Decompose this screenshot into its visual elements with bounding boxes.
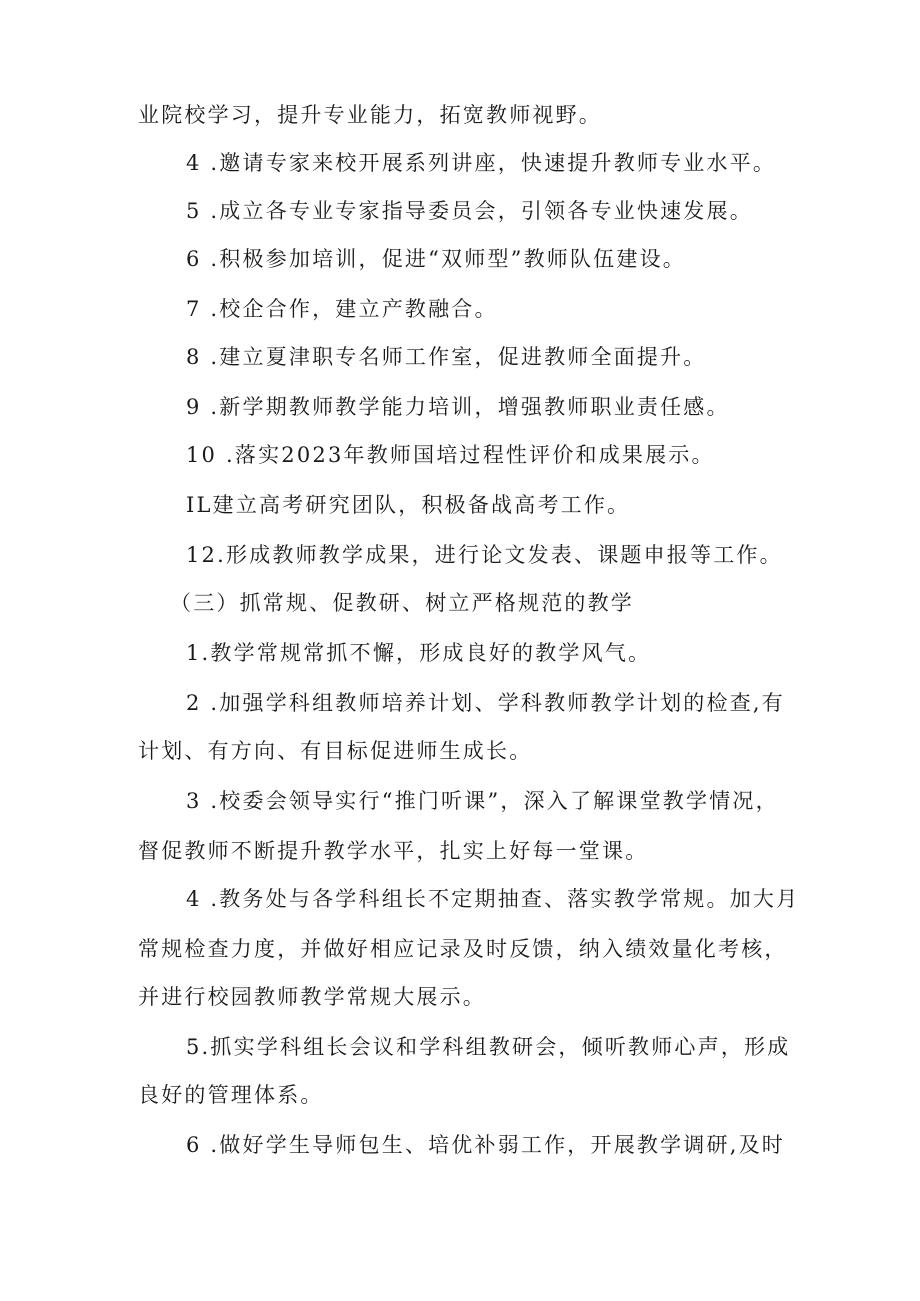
- text-line-continuation: 良好的管理体系。: [138, 1083, 324, 1107]
- text-line-continuation: 计划、有方向、有目标促进师生成长。: [138, 739, 533, 763]
- list-item-10-evaluation: 10 .落实2023年教师国培过程性评价和成果展示。: [186, 443, 715, 467]
- text-line-continuation: 并进行校园教师教学常规大展示。: [138, 985, 486, 1009]
- list-item-9-teaching-training: 9 .新学期教师教学能力培训，增强教师职业责任感。: [186, 395, 730, 419]
- list-item-5-committee: 5 .成立各专业专家指导委员会，引领各专业快速发展。: [186, 199, 753, 223]
- list-item-6-training: 6 .积极参加培训，促进“双师型”教师队伍建设。: [186, 247, 686, 271]
- list-item-12-achievements: 12.形成教师教学成果，进行论文发表、课题申报等工作。: [186, 543, 783, 567]
- list-item-4-experts: 4 .邀请专家来校开展系列讲座，快速提升教师专业水平。: [186, 151, 777, 175]
- list-item-2-plan-check: 2 .加强学科组教师培养计划、学科教师教学计划的检查,有: [186, 691, 785, 715]
- list-item-5-meetings: 5.抓实学科组长会议和学科组教研会，倾听教师心声，形成: [186, 1035, 791, 1059]
- list-item-1-routine: 1.教学常规常抓不懈，形成良好的教学风气。: [186, 641, 652, 665]
- text-line-continuation: 督促教师不断提升教学水平，扎实上好每一堂课。: [138, 839, 649, 863]
- list-item-11-research-team: IL建立高考研究团队，积极备战高考工作。: [186, 493, 631, 517]
- list-item-3-lesson-observation: 3 .校委会领导实行“推门听课”，深入了解课堂教学情况，: [186, 789, 779, 813]
- list-item-7-cooperation: 7 .校企合作，建立产教融合。: [186, 297, 498, 321]
- text-line-continuation: 业院校学习，提升专业能力，拓宽教师视野。: [138, 103, 602, 127]
- list-item-8-studio: 8 .建立夏津职专名师工作室，促进教师全面提升。: [186, 345, 707, 369]
- list-item-4-inspection: 4 .教务处与各学科组长不定期抽查、落实教学常规。加大月: [186, 887, 800, 911]
- list-item-6-mentoring: 6 .做好学生导师包生、培优补弱工作，开展教学调研,及时: [186, 1133, 785, 1157]
- text-line-continuation: 常规检查力度，并做好相应记录及时反馈，纳入绩效量化考核，: [138, 937, 788, 961]
- section-heading-3: （三）抓常规、促教研、树立严格规范的教学: [170, 591, 634, 615]
